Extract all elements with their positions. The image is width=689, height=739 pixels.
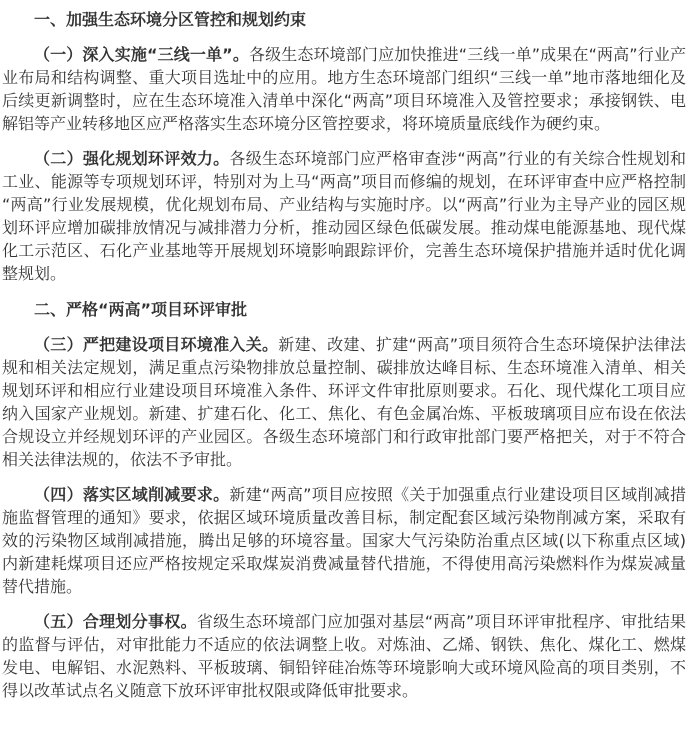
- paragraph-4-lead: （四）落实区域削减要求。: [34, 485, 230, 504]
- paragraph-2-body: 各级生态环境部门应严格审查涉“两高”行业的有关综合性规划和工业、能源等专项规划环评，特别对为上马“两高”项目而修编的规划，在环评审查中应严格控制“两高”行业发展规模，优化规划布局、产业结构与实施时序。以“两高”行业为主导产业的园区规划环评应增加碳排放情况与减排潜力分析，推动园区绿色低碳发展。推动煤电能源基地、现代煤化工示范区、石化产业基地等开展规划环境影响跟踪评价，完善生态环境保护措施并适时优化调整规划。: [2, 149, 686, 283]
- section-2-heading: 二、严格“两高”项目环评审批: [34, 300, 248, 319]
- paragraph-3-body: 新建、改建、扩建“两高”项目须符合生态环境保护法律法规和相关法定规划，满足重点污染物排放总量控制、碳排放达峰目标、生态环境准入清单、相关规划环评和相应行业建设项目环境准入条件、环评文件审批原则要求。石化、现代煤化工项目应纳入国家产业规划。新建、扩建石化、化工、焦化、有色金属冶炼、平板玻璃项目应布设在依法合规设立并经规划环评的产业园区。各级生态环境部门和行政审批部门要严格把关，对于不符合相关法律法规的，依法不予审批。: [2, 335, 686, 469]
- paragraph-1-body: 各级生态环境部门应加快推进“三线一单”成果在“两高”行业产业布局和结构调整、重大项目选址中的应用。地方生态环境部门组织“三线一单”地市落地细化及后续更新调整时，应在生态环境准入清单中深化“两高”项目环境准入及管控要求；承接钢铁、电解铝等产业转移地区应严格落实生态环境分区管控要求，将环境质量底线作为硬约束。: [2, 45, 686, 133]
- section-zoning-control: [2, 8, 686, 285]
- section-eia-approval: [2, 298, 686, 702]
- paragraph-1-lead: （一）深入实施“三线一单”。: [34, 45, 249, 64]
- paragraph-5: [2, 610, 686, 702]
- paragraph-4: [2, 483, 686, 598]
- paragraph-3-lead: （三）严把建设项目环境准入关。: [34, 335, 279, 354]
- section-1-heading: 一、加强生态环境分区管控和规划约束: [34, 10, 307, 29]
- paragraph-2: [2, 147, 686, 285]
- paragraph-4-body: 新建“两高”项目应按照《关于加强重点行业建设项目区域削减措施监督管理的通知》要求，依据区域环境质量改善目标，制定配套区域污染物削减方案，采取有效的污染物区域削减措施，腾出足够的环境容量。国家大气污染防治重点区域(以下称重点区域)内新建耗煤项目还应严格按规定采取煤炭消费减量替代措施，不得使用高污染燃料作为煤炭减量替代措施。: [2, 485, 686, 596]
- paragraph-5-lead: （五）合理划分事权。: [34, 612, 197, 631]
- paragraph-3: [2, 333, 686, 471]
- paragraph-5-body: 省级生态环境部门应加强对基层“两高”项目环评审批程序、审批结果的监督与评估，对审批能力不适应的依法调整上收。对炼油、乙烯、钢铁、焦化、煤化工、燃煤发电、电解铝、水泥熟料、平板玻璃、铜铅锌硅冶炼等环境影响大或环境风险高的项目类别，不得以改革试点名义随意下放环评审批权限或降低审批要求。: [2, 612, 686, 700]
- paragraph-2-lead: （二）强化规划环评效力。: [34, 149, 230, 168]
- paragraph-1: [2, 43, 686, 135]
